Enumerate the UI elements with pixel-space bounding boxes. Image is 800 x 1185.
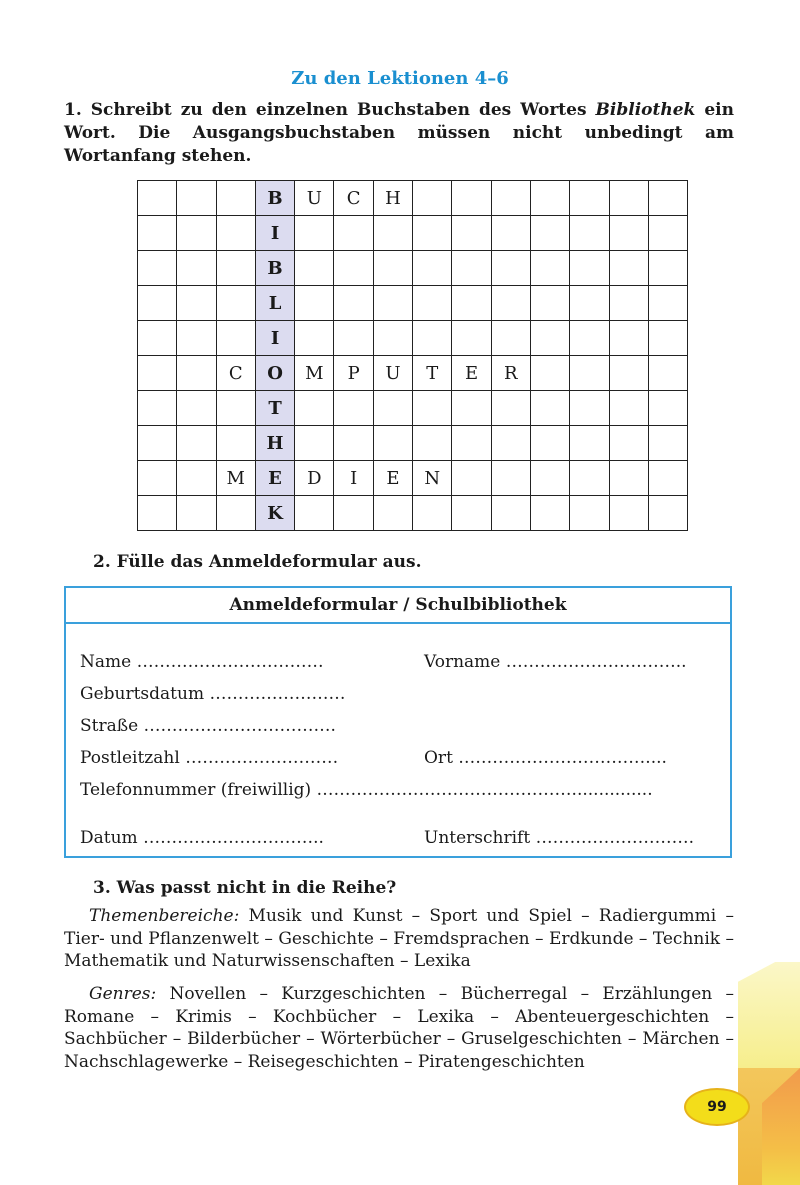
- crossword-key-cell[interactable]: O: [255, 356, 294, 391]
- crossword-cell[interactable]: [138, 216, 177, 251]
- crossword-cell[interactable]: [413, 181, 452, 216]
- crossword-cell[interactable]: [334, 216, 373, 251]
- crossword-row: [138, 391, 688, 426]
- crossword-cell[interactable]: [138, 426, 177, 461]
- crossword-cell[interactable]: [334, 391, 373, 426]
- form-title: Anmeldeformular / Schulbibliothek: [66, 588, 730, 624]
- task-1-text-before: 1. Schreibt zu den einzelnen Buchstaben des Wortes: [64, 100, 596, 120]
- ort-field[interactable]: Ort ……………………………....: [424, 748, 667, 768]
- crossword-key-cell[interactable]: B: [255, 181, 294, 216]
- genres-text: Novellen – Kurzgeschichten – Bücherregal – Erzählungen – Romane – Krimis – Kochbücher – Lexika – Abenteuergeschichten – Sachbücher – Bilderbücher – Wörterbücher – Gruselgeschichten – Märchen – Nachschlagewerke – Reisegeschichten – Piratengeschichten: [64, 984, 734, 1072]
- crossword-cell[interactable]: [609, 216, 648, 251]
- crossword-cell[interactable]: [216, 426, 255, 461]
- crossword-cell[interactable]: [177, 216, 216, 251]
- crossword-cell[interactable]: [491, 286, 530, 321]
- crossword-cell[interactable]: [177, 181, 216, 216]
- vorname-field[interactable]: Vorname …………………………..: [424, 652, 687, 672]
- crossword-cell[interactable]: [177, 496, 216, 531]
- crossword-cell[interactable]: [177, 391, 216, 426]
- crossword-cell[interactable]: [373, 321, 412, 356]
- crossword-key-cell[interactable]: B: [255, 251, 294, 286]
- crossword-cell[interactable]: [491, 181, 530, 216]
- crossword-cell[interactable]: [216, 321, 255, 356]
- crossword-cell[interactable]: [648, 181, 687, 216]
- crossword-cell[interactable]: [295, 426, 334, 461]
- themenbereiche-paragraph: [64, 905, 734, 973]
- crossword-key-cell[interactable]: I: [255, 321, 294, 356]
- crossword-cell[interactable]: [570, 321, 609, 356]
- crossword-cell[interactable]: [373, 426, 412, 461]
- crossword-cell[interactable]: [570, 461, 609, 496]
- crossword-cell[interactable]: [177, 321, 216, 356]
- crossword-cell[interactable]: [530, 286, 569, 321]
- crossword-cell[interactable]: U: [295, 181, 334, 216]
- crossword-cell[interactable]: [452, 286, 491, 321]
- crossword-cell[interactable]: [452, 496, 491, 531]
- crossword-cell[interactable]: [530, 461, 569, 496]
- crossword-cell[interactable]: [138, 461, 177, 496]
- crossword-cell[interactable]: [413, 216, 452, 251]
- strasse-field[interactable]: Straße …………………………….: [80, 716, 336, 736]
- crossword-cell[interactable]: [570, 251, 609, 286]
- crossword-cell[interactable]: [295, 216, 334, 251]
- crossword-cell[interactable]: [530, 426, 569, 461]
- crossword-cell[interactable]: [491, 321, 530, 356]
- crossword-cell[interactable]: [648, 321, 687, 356]
- crossword-cell[interactable]: [334, 426, 373, 461]
- crossword-cell[interactable]: [295, 391, 334, 426]
- crossword-cell[interactable]: [530, 321, 569, 356]
- task-2-instruction: 2. Fülle das Anmeldeformular aus.: [93, 552, 422, 572]
- crossword-cell[interactable]: [530, 216, 569, 251]
- crossword-cell[interactable]: [609, 181, 648, 216]
- genres-paragraph: [64, 983, 734, 1073]
- crossword-cell[interactable]: [177, 426, 216, 461]
- crossword-cell[interactable]: [216, 286, 255, 321]
- crossword-cell[interactable]: D: [295, 461, 334, 496]
- crossword-cell[interactable]: [530, 391, 569, 426]
- crossword-cell[interactable]: [452, 461, 491, 496]
- crossword-cell[interactable]: [216, 251, 255, 286]
- crossword-cell[interactable]: [570, 391, 609, 426]
- unterschrift-field[interactable]: Unterschrift ……………………….: [424, 828, 694, 848]
- crossword-cell[interactable]: [570, 426, 609, 461]
- crossword-cell[interactable]: [648, 496, 687, 531]
- crossword-key-cell[interactable]: T: [255, 391, 294, 426]
- crossword-key-cell[interactable]: H: [255, 426, 294, 461]
- geburtsdatum-field[interactable]: Geburtsdatum ……………………: [80, 684, 346, 704]
- crossword-cell[interactable]: [138, 391, 177, 426]
- crossword-row: [138, 426, 688, 461]
- crossword-cell[interactable]: [138, 251, 177, 286]
- task-1-instruction: [64, 99, 734, 168]
- crossword-cell[interactable]: [216, 181, 255, 216]
- crossword-grid: [137, 180, 688, 531]
- crossword-cell[interactable]: T: [413, 356, 452, 391]
- crossword-cell[interactable]: [216, 496, 255, 531]
- crossword-cell[interactable]: [491, 391, 530, 426]
- crossword-cell[interactable]: [530, 181, 569, 216]
- task-1-keyword: Bibliothek: [595, 100, 696, 120]
- crossword-cell[interactable]: [491, 426, 530, 461]
- crossword-key-cell[interactable]: E: [255, 461, 294, 496]
- crossword-cell[interactable]: [373, 391, 412, 426]
- task-1-text-after: ein Wort. Die Ausgangsbuchstaben müssen nicht unbedingt am Wortanfang stehen.: [64, 100, 734, 166]
- themenbereiche-text: Musik und Kunst – Sport und Spiel – Radiergummi – Tier- und Pflanzenwelt – Geschichte – Fremdsprachen – Erdkunde – Technik – Mathematik und Naturwissenschaften – Lexika: [64, 906, 734, 971]
- crossword-cell[interactable]: [216, 216, 255, 251]
- crossword-cell[interactable]: [373, 286, 412, 321]
- crossword-key-cell[interactable]: I: [255, 216, 294, 251]
- crossword-row: [138, 321, 688, 356]
- crossword-cell[interactable]: [491, 251, 530, 286]
- crossword-row: [138, 461, 688, 496]
- crossword-cell[interactable]: M: [216, 461, 255, 496]
- crossword-cell[interactable]: [609, 426, 648, 461]
- crossword-cell[interactable]: [452, 426, 491, 461]
- registration-form: [64, 586, 732, 858]
- datum-field[interactable]: Datum …………………………..: [80, 828, 324, 848]
- crossword-cell[interactable]: [648, 391, 687, 426]
- themenbereiche-lead: Themenbereiche:: [89, 906, 240, 926]
- crossword-cell[interactable]: [570, 356, 609, 391]
- crossword-cell[interactable]: [570, 496, 609, 531]
- crossword-row: [138, 181, 688, 216]
- crossword-cell[interactable]: E: [452, 356, 491, 391]
- crossword-cell[interactable]: C: [334, 181, 373, 216]
- crossword-cell[interactable]: [413, 286, 452, 321]
- crossword-cell[interactable]: R: [491, 356, 530, 391]
- crossword-row: [138, 251, 688, 286]
- crossword-cell[interactable]: [138, 286, 177, 321]
- crossword-cell[interactable]: [570, 286, 609, 321]
- crossword-cell[interactable]: [177, 356, 216, 391]
- crossword-row: [138, 286, 688, 321]
- crossword-cell[interactable]: [334, 286, 373, 321]
- crossword-cell[interactable]: [530, 496, 569, 531]
- crossword-cell[interactable]: [373, 496, 412, 531]
- genres-lead: Genres:: [89, 984, 157, 1004]
- crossword-cell[interactable]: [530, 356, 569, 391]
- crossword-cell[interactable]: [138, 356, 177, 391]
- crossword-cell[interactable]: [648, 356, 687, 391]
- crossword-cell[interactable]: [413, 496, 452, 531]
- crossword-cell[interactable]: [373, 251, 412, 286]
- name-field[interactable]: Name ……………………………: [80, 652, 324, 672]
- task-3-instruction: 3. Was passt nicht in die Reihe?: [93, 878, 397, 898]
- crossword-cell[interactable]: [373, 216, 412, 251]
- crossword-cell[interactable]: [609, 286, 648, 321]
- crossword-cell[interactable]: [648, 426, 687, 461]
- crossword-cell[interactable]: [413, 391, 452, 426]
- postleitzahl-field[interactable]: Postleitzahl ………………………: [80, 748, 339, 768]
- crossword-cell[interactable]: E: [373, 461, 412, 496]
- crossword-cell[interactable]: [609, 356, 648, 391]
- crossword-cell[interactable]: [216, 391, 255, 426]
- crossword-cell[interactable]: [491, 461, 530, 496]
- crossword-cell[interactable]: [295, 251, 334, 286]
- crossword-cell[interactable]: [295, 321, 334, 356]
- page-number-badge: 99: [684, 1088, 750, 1126]
- crossword-cell[interactable]: [609, 391, 648, 426]
- crossword-cell[interactable]: [413, 426, 452, 461]
- crossword-cell[interactable]: [648, 461, 687, 496]
- crossword-cell[interactable]: [648, 286, 687, 321]
- crossword-cell[interactable]: [177, 286, 216, 321]
- crossword-cell[interactable]: [452, 216, 491, 251]
- crossword-cell[interactable]: [491, 216, 530, 251]
- crossword-cell[interactable]: [138, 181, 177, 216]
- crossword-cell[interactable]: H: [373, 181, 412, 216]
- crossword-cell[interactable]: [452, 251, 491, 286]
- crossword-key-cell[interactable]: L: [255, 286, 294, 321]
- crossword-row: [138, 216, 688, 251]
- crossword-cell[interactable]: [413, 321, 452, 356]
- telefon-field[interactable]: Telefonnummer (freiwillig) ………………………………………...............: [80, 780, 653, 800]
- crossword-cell[interactable]: [530, 251, 569, 286]
- crossword-key-cell[interactable]: K: [255, 496, 294, 531]
- crossword-row: [138, 356, 688, 391]
- crossword-cell[interactable]: [138, 496, 177, 531]
- crossword-cell[interactable]: [138, 321, 177, 356]
- crossword-cell[interactable]: [452, 391, 491, 426]
- crossword-row: [138, 496, 688, 531]
- crossword-cell[interactable]: [177, 251, 216, 286]
- crossword-cell[interactable]: [334, 251, 373, 286]
- crossword-cell[interactable]: C: [216, 356, 255, 391]
- crossword-cell[interactable]: [648, 216, 687, 251]
- crossword-cell[interactable]: [609, 321, 648, 356]
- crossword-cell[interactable]: [452, 181, 491, 216]
- crossword-cell[interactable]: [609, 496, 648, 531]
- crossword-cell[interactable]: N: [413, 461, 452, 496]
- crossword-cell[interactable]: [648, 251, 687, 286]
- crossword-cell[interactable]: I: [334, 461, 373, 496]
- crossword-cell[interactable]: [177, 461, 216, 496]
- crossword-cell[interactable]: [295, 496, 334, 531]
- crossword-cell[interactable]: [452, 321, 491, 356]
- section-heading: Zu den Lektionen 4–6: [291, 68, 509, 89]
- crossword-cell[interactable]: M: [295, 356, 334, 391]
- decorative-strip-top: [738, 962, 800, 1072]
- crossword-cell[interactable]: [491, 496, 530, 531]
- crossword-cell[interactable]: P: [334, 356, 373, 391]
- crossword-cell[interactable]: [609, 461, 648, 496]
- crossword-cell[interactable]: [295, 286, 334, 321]
- crossword-cell[interactable]: [570, 181, 609, 216]
- crossword-cell[interactable]: [609, 251, 648, 286]
- crossword-cell[interactable]: [334, 321, 373, 356]
- crossword-cell[interactable]: [570, 216, 609, 251]
- crossword-cell[interactable]: [334, 496, 373, 531]
- crossword-cell[interactable]: [413, 251, 452, 286]
- crossword-cell[interactable]: U: [373, 356, 412, 391]
